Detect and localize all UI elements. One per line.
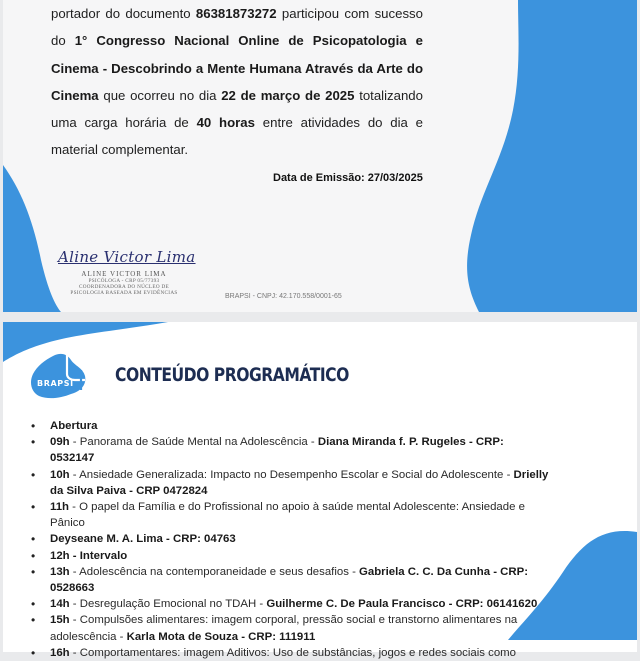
program-item-14h: • 14h - Desregulação Emocional no TDAH - Guilherme C. De Paula Francisco - CRP: 06141620 (29, 596, 549, 612)
program-item-12h: • 12h - Intervalo (29, 548, 549, 564)
program-item-10h: • 10h - Ansiedade Generalizada: Impacto no Desempenho Escolar e Social do Adolescente - Drielly da Silva Paiva - CRP 0472824 (29, 467, 549, 499)
svg-text:BRAPSI: BRAPSI (37, 379, 74, 388)
closing-text: entre atividades do dia e material complementar. (51, 115, 424, 158)
program-item-11h: • 11h - O papel da Família e do Profissional no apoio à saúde mental Adolescente: Ansiedade e Pânico (29, 499, 549, 531)
program-item-15h: • 15h - Compulsões alimentares: imagem corporal, pressão social e transtorno alimentares na adolescência - Karla Mota de Souza - CRP: 111911 (29, 612, 549, 644)
workload-hours: 40 horas (196, 115, 255, 131)
certificate-page (3, 0, 637, 312)
signature: Aline Victor Lima (58, 248, 196, 266)
program-item-09h: • 09h - Panorama de Saúde Mental na Adolescência - Diana Miranda f. P. Rugeles - CRP: 0532147 (29, 434, 549, 466)
cnpj-text: BRAPSI - CNPJ: 42.170.558/0001-65 (225, 293, 342, 300)
program-item-16h: • 16h - Comportamentares: imagem Aditivos: Uso de substâncias, jogos e redes sociais como (29, 645, 549, 661)
participated-text: participou com sucesso do (51, 6, 423, 49)
brapsi-logo (27, 352, 91, 407)
program-page (3, 322, 637, 659)
event-date: 22 de março de 2025 (221, 87, 355, 103)
event-name: 1° Congresso Nacional Online de Psicopatologia e Cinema - Descobrindo a Mente Humana Através da Arte do Cinema (51, 33, 423, 103)
issue-date: Data de Emissão: 27/03/2025 (273, 172, 423, 184)
signer-role-3: PSICOLOGIA BASEADA EM EVIDÊNCIAS (70, 290, 178, 296)
program-title: CONTEÚDO PROGRAMÁTICO (115, 364, 349, 386)
certificate-body (51, 0, 423, 164)
program-item-13h: • 13h - Adolescência na contemporaneidade e seus desafios - Gabriela C. C. Da Cunha - CRP: 0528663 (29, 564, 549, 596)
intro-text: portador do documento (51, 6, 191, 21)
program-item-11h-speaker: • Deyseane M. A. Lima - CRP: 04763 (29, 531, 549, 547)
program-list (29, 418, 549, 661)
workload-text: totalizando uma carga horária de (51, 87, 423, 131)
program-item-opening: • Abertura (29, 418, 549, 434)
brapsi-logo-icon (27, 352, 91, 402)
document-number: 86381873272 (195, 6, 277, 21)
occurred-text: que ocorreu no dia (103, 87, 217, 103)
signer-name: ALINE VICTOR LIMA (81, 270, 167, 278)
signer-role-1: PSICÓLOGA - CRP 05/77393 (88, 278, 160, 284)
signer-block (59, 270, 189, 296)
signer-role-2: COORDENADORA DO NÚCLEO DE (78, 284, 170, 290)
